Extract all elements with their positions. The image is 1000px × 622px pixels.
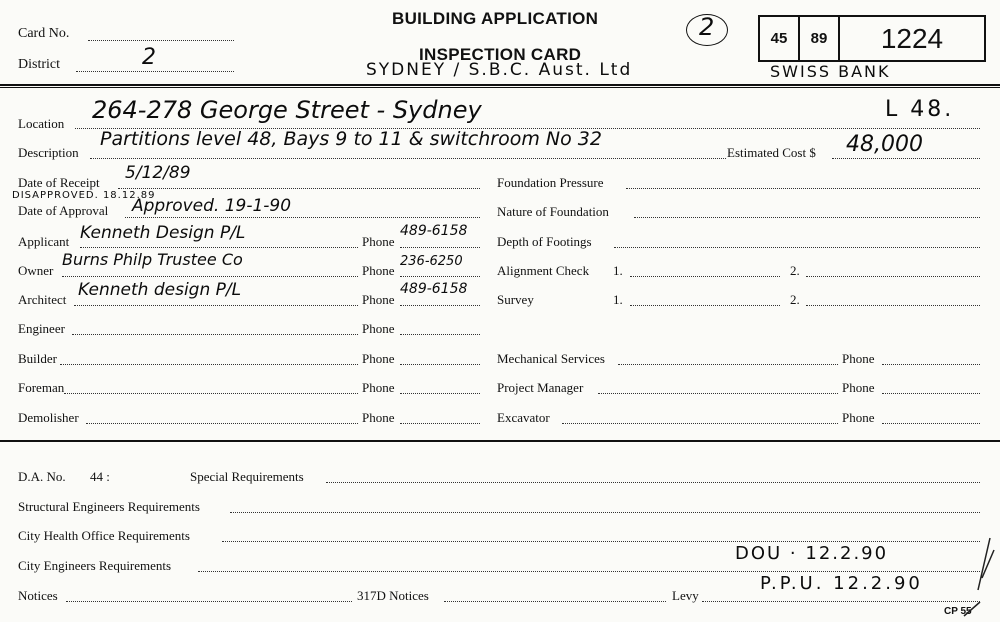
- architect-phone-field[interactable]: [400, 305, 480, 306]
- city-health-label: City Health Office Requirements: [18, 528, 190, 543]
- owner-phone-label: Phone: [362, 263, 395, 278]
- divider-middle: [0, 440, 1000, 442]
- excavator-phone-field[interactable]: [882, 423, 980, 424]
- mechanical-phone-field[interactable]: [882, 364, 980, 365]
- circled-number-text: 2: [699, 13, 715, 41]
- divider-top-2: [0, 87, 1000, 88]
- engineer-field[interactable]: [72, 334, 358, 335]
- architect-value: Kenneth design P/L: [78, 280, 242, 300]
- district-value: 2: [142, 45, 156, 70]
- structural-engineers-field[interactable]: [230, 512, 980, 513]
- bank-name-annotation: SWISS BANK: [770, 62, 891, 81]
- form-code: CP 55: [944, 606, 972, 617]
- applicant-label: Applicant: [18, 234, 70, 249]
- ref-cell-3: 1224: [880, 22, 944, 54]
- foundation-pressure-field[interactable]: [626, 188, 980, 189]
- levy-value: P.P.U. 12.2.90: [760, 573, 923, 594]
- foundation-pressure-label: Foundation Pressure: [497, 175, 604, 190]
- date-approval-value: Approved. 19-1-90: [132, 196, 292, 216]
- city-engineers-label: City Engineers Requirements: [18, 558, 172, 573]
- demolisher-field[interactable]: [86, 423, 358, 424]
- builder-field[interactable]: [60, 364, 358, 365]
- mechanical-services-label: Mechanical Services: [497, 351, 605, 366]
- demolisher-label: Demolisher: [18, 410, 79, 425]
- divider-top: [0, 84, 1000, 86]
- description-field[interactable]: [90, 158, 726, 159]
- date-approval-field[interactable]: [125, 217, 480, 218]
- alignment-check-1-label: 1.: [613, 263, 623, 278]
- disapproved-note: DISAPPROVED. 18.12.89: [12, 190, 156, 201]
- engineer-label: Engineer: [18, 321, 65, 336]
- engineer-phone-field[interactable]: [400, 334, 480, 335]
- builder-phone-label: Phone: [362, 351, 395, 366]
- survey-label: Survey: [497, 292, 534, 307]
- ref-cell-2: 89: [810, 30, 828, 47]
- location-label: Location: [18, 116, 65, 131]
- project-manager-label: Project Manager: [497, 380, 584, 395]
- demolisher-phone-field[interactable]: [400, 423, 480, 424]
- foreman-field[interactable]: [64, 393, 358, 394]
- da-no-value: 44 :: [90, 469, 110, 484]
- circled-number: [686, 14, 728, 46]
- margin-pen-strokes: [920, 530, 1000, 622]
- applicant-phone-value: 489-6158: [400, 223, 468, 239]
- structural-engineers-label: Structural Engineers Requirements: [18, 499, 200, 514]
- foreman-phone-field[interactable]: [400, 393, 480, 394]
- project-manager-field[interactable]: [598, 393, 838, 394]
- depth-footings-field[interactable]: [614, 247, 980, 248]
- notices-label: Notices: [18, 588, 58, 603]
- city-engineers-value: DOU · 12.2.90: [735, 543, 889, 564]
- owner-company-annotation: SYDNEY / S.B.C. Aust. Ltd: [366, 60, 633, 80]
- notices-field[interactable]: [66, 601, 352, 602]
- mechanical-phone-label: Phone: [842, 351, 875, 366]
- estimated-cost-label: Estimated Cost $: [727, 145, 816, 160]
- applicant-field[interactable]: [80, 247, 358, 248]
- applicant-phone-field[interactable]: [400, 247, 480, 248]
- builder-label: Builder: [18, 351, 57, 366]
- alignment-check-2-label: 2.: [790, 263, 800, 278]
- owner-phone-value: 236-6250: [400, 254, 463, 269]
- excavator-label: Excavator: [497, 410, 550, 425]
- owner-field[interactable]: [62, 276, 358, 277]
- district-label: District: [18, 57, 60, 72]
- date-approval-label: Date of Approval: [18, 203, 109, 218]
- excavator-field[interactable]: [562, 423, 838, 424]
- foreman-label: Foreman: [18, 380, 65, 395]
- estimated-cost-value: 48,000: [846, 132, 923, 157]
- nature-foundation-field[interactable]: [634, 217, 980, 218]
- project-manager-phone-field[interactable]: [882, 393, 980, 394]
- alignment-check-2-field[interactable]: [806, 276, 980, 277]
- survey-2-field[interactable]: [806, 305, 980, 306]
- notices-317d-label: 317D Notices: [357, 588, 429, 603]
- alignment-check-label: Alignment Check: [497, 263, 590, 278]
- level-value: L 48.: [885, 97, 955, 122]
- date-receipt-field[interactable]: [118, 188, 480, 189]
- card-no-field[interactable]: [88, 40, 234, 41]
- owner-value: Burns Philp Trustee Co: [62, 250, 243, 269]
- excavator-phone-label: Phone: [842, 410, 875, 425]
- special-requirements-label: Special Requirements: [190, 469, 304, 484]
- nature-foundation-label: Nature of Foundation: [497, 204, 609, 219]
- architect-phone-label: Phone: [362, 292, 395, 307]
- builder-phone-field[interactable]: [400, 364, 480, 365]
- location-value: 264-278 George Street - Sydney: [92, 96, 482, 124]
- description-label: Description: [18, 145, 79, 160]
- description-value: Partitions level 48, Bays 9 to 11 & switchroom No 32: [100, 128, 602, 150]
- date-receipt-label: Date of Receipt: [18, 175, 100, 190]
- depth-footings-label: Depth of Footings: [497, 234, 592, 249]
- levy-label: Levy: [672, 588, 699, 603]
- district-field[interactable]: [76, 71, 234, 72]
- card-no-label: Card No.: [18, 26, 70, 41]
- owner-phone-field[interactable]: [400, 276, 480, 277]
- architect-phone-value: 489-6158: [400, 281, 468, 297]
- title-line2: INSPECTION CARD: [419, 45, 582, 64]
- architect-label: Architect: [18, 292, 67, 307]
- date-receipt-value: 5/12/89: [125, 163, 191, 183]
- demolisher-phone-label: Phone: [362, 410, 395, 425]
- special-requirements-field[interactable]: [326, 482, 980, 483]
- applicant-phone-label: Phone: [362, 234, 395, 249]
- alignment-check-1-field[interactable]: [630, 276, 780, 277]
- architect-field[interactable]: [74, 305, 358, 306]
- ref-cell-1: 45: [770, 30, 788, 47]
- city-health-field[interactable]: [222, 541, 980, 542]
- project-manager-phone-label: Phone: [842, 380, 875, 395]
- applicant-value: Kenneth Design P/L: [80, 223, 246, 243]
- notices-317d-field[interactable]: [444, 601, 666, 602]
- engineer-phone-label: Phone: [362, 321, 395, 336]
- survey-2-label: 2.: [790, 292, 800, 307]
- survey-1-label: 1.: [613, 292, 623, 307]
- survey-1-field[interactable]: [630, 305, 780, 306]
- da-no-label: D.A. No.: [18, 469, 66, 484]
- city-engineers-field[interactable]: [198, 571, 980, 572]
- owner-label: Owner: [18, 263, 54, 278]
- estimated-cost-field[interactable]: [832, 158, 980, 159]
- mechanical-services-field[interactable]: [618, 364, 838, 365]
- title-line1: BUILDING APPLICATION: [392, 9, 599, 28]
- foreman-phone-label: Phone: [362, 380, 395, 395]
- reference-box: [758, 15, 986, 62]
